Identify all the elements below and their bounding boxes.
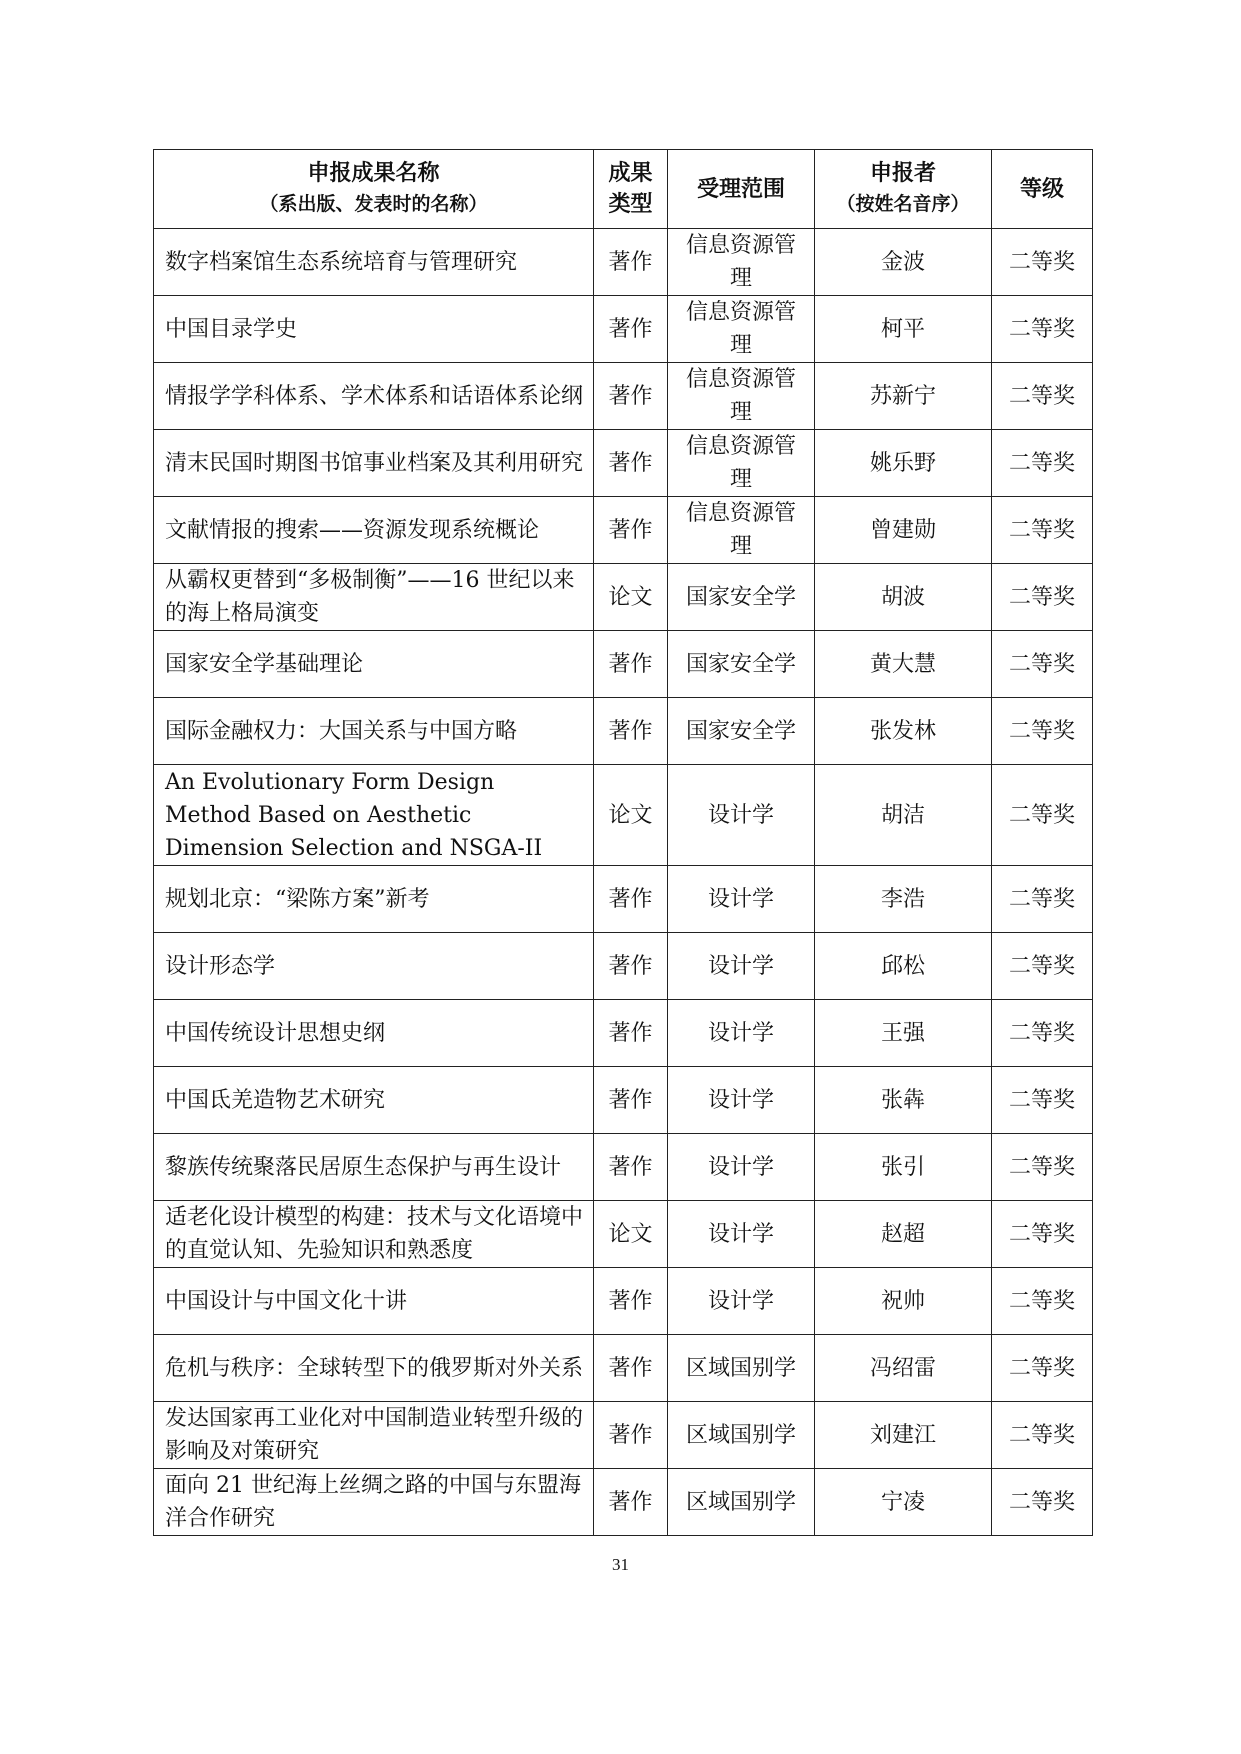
cell-applicant: 王强 — [815, 1000, 992, 1067]
cell-title: 文献情报的搜索——资源发现系统概论 — [154, 497, 594, 564]
cell-grade: 二等奖 — [992, 296, 1093, 363]
cell-applicant: 祝帅 — [815, 1268, 992, 1335]
cell-grade: 二等奖 — [992, 229, 1093, 296]
cell-grade: 二等奖 — [992, 765, 1093, 866]
cell-grade: 二等奖 — [992, 1000, 1093, 1067]
cell-title: 情报学学科体系、学术体系和话语体系论纲 — [154, 363, 594, 430]
table-row — [154, 1469, 1093, 1536]
cell-title: 面向 21 世纪海上丝绸之路的中国与东盟海洋合作研究 — [154, 1469, 594, 1536]
cell-type: 著作 — [594, 497, 668, 564]
cell-applicant: 金波 — [815, 229, 992, 296]
header-title-sub: （系出版、发表时的名称） — [259, 193, 488, 215]
cell-grade: 二等奖 — [992, 1469, 1093, 1536]
cell-scope: 设计学 — [668, 1201, 815, 1268]
table-row — [154, 1402, 1093, 1469]
cell-applicant: 张发林 — [815, 698, 992, 765]
cell-type: 论文 — [594, 1201, 668, 1268]
table-row — [154, 1268, 1093, 1335]
cell-grade: 二等奖 — [992, 1067, 1093, 1134]
cell-scope: 国家安全学 — [668, 564, 815, 631]
cell-grade: 二等奖 — [992, 1134, 1093, 1201]
cell-grade: 二等奖 — [992, 1268, 1093, 1335]
table-row — [154, 229, 1093, 296]
cell-applicant: 赵超 — [815, 1201, 992, 1268]
cell-grade: 二等奖 — [992, 698, 1093, 765]
cell-title: 规划北京：“梁陈方案”新考 — [154, 866, 594, 933]
header-title-main: 申报成果名称 — [307, 160, 440, 186]
cell-title: 数字档案馆生态系统培育与管理研究 — [154, 229, 594, 296]
cell-type: 著作 — [594, 1134, 668, 1201]
cell-applicant: 曾建勋 — [815, 497, 992, 564]
cell-title: 危机与秩序：全球转型下的俄罗斯对外关系 — [154, 1335, 594, 1402]
cell-type: 著作 — [594, 229, 668, 296]
table-row — [154, 631, 1093, 698]
table-row — [154, 1134, 1093, 1201]
table-row — [154, 1201, 1093, 1268]
cell-title: 中国传统设计思想史纲 — [154, 1000, 594, 1067]
cell-scope: 国家安全学 — [668, 631, 815, 698]
cell-scope: 信息资源管理 — [668, 430, 815, 497]
cell-grade: 二等奖 — [992, 1402, 1093, 1469]
cell-type: 论文 — [594, 765, 668, 866]
awards-table — [153, 149, 1093, 1536]
page-number: 31 — [612, 1555, 629, 1574]
table-row — [154, 564, 1093, 631]
cell-grade: 二等奖 — [992, 430, 1093, 497]
cell-applicant: 刘建江 — [815, 1402, 992, 1469]
cell-applicant: 邱松 — [815, 933, 992, 1000]
cell-grade: 二等奖 — [992, 497, 1093, 564]
header-applicant-main: 申报者 — [869, 160, 936, 186]
cell-title: 发达国家再工业化对中国制造业转型升级的影响及对策研究 — [154, 1402, 594, 1469]
cell-title: 国际金融权力：大国关系与中国方略 — [154, 698, 594, 765]
table-row — [154, 1335, 1093, 1402]
cell-type: 著作 — [594, 363, 668, 430]
cell-grade: 二等奖 — [992, 866, 1093, 933]
cell-scope: 国家安全学 — [668, 698, 815, 765]
cell-grade: 二等奖 — [992, 631, 1093, 698]
cell-type: 著作 — [594, 698, 668, 765]
cell-title: 中国目录学史 — [154, 296, 594, 363]
header-row — [154, 150, 1093, 229]
cell-scope: 信息资源管理 — [668, 296, 815, 363]
table-row — [154, 933, 1093, 1000]
cell-title: 黎族传统聚落民居原生态保护与再生设计 — [154, 1134, 594, 1201]
cell-grade: 二等奖 — [992, 933, 1093, 1000]
cell-type: 著作 — [594, 866, 668, 933]
header-title — [154, 150, 594, 229]
cell-applicant: 李浩 — [815, 866, 992, 933]
cell-title: 国家安全学基础理论 — [154, 631, 594, 698]
cell-applicant: 胡波 — [815, 564, 992, 631]
header-type: 成果类型 — [594, 150, 668, 229]
table-row — [154, 363, 1093, 430]
cell-scope: 设计学 — [668, 866, 815, 933]
cell-type: 著作 — [594, 1335, 668, 1402]
cell-applicant: 黄大慧 — [815, 631, 992, 698]
cell-scope: 信息资源管理 — [668, 229, 815, 296]
cell-title: 从霸权更替到“多极制衡”——16 世纪以来的海上格局演变 — [154, 564, 594, 631]
table-row — [154, 296, 1093, 363]
cell-grade: 二等奖 — [992, 363, 1093, 430]
cell-scope: 设计学 — [668, 1067, 815, 1134]
cell-scope: 区域国别学 — [668, 1402, 815, 1469]
cell-grade: 二等奖 — [992, 1201, 1093, 1268]
table-row — [154, 1067, 1093, 1134]
cell-type: 论文 — [594, 564, 668, 631]
cell-type: 著作 — [594, 1402, 668, 1469]
cell-title: 设计形态学 — [154, 933, 594, 1000]
cell-type: 著作 — [594, 430, 668, 497]
cell-scope: 设计学 — [668, 765, 815, 866]
header-grade: 等级 — [992, 150, 1093, 229]
cell-title: An Evolutionary Form Design Method Based on Aesthetic Dimension Selection and NSGA-II — [154, 765, 594, 866]
cell-scope: 设计学 — [668, 933, 815, 1000]
cell-scope: 信息资源管理 — [668, 497, 815, 564]
cell-applicant: 张引 — [815, 1134, 992, 1201]
cell-type: 著作 — [594, 1067, 668, 1134]
cell-grade: 二等奖 — [992, 1335, 1093, 1402]
cell-scope: 区域国别学 — [668, 1335, 815, 1402]
cell-title: 清末民国时期图书馆事业档案及其利用研究 — [154, 430, 594, 497]
cell-type: 著作 — [594, 296, 668, 363]
table-row — [154, 866, 1093, 933]
cell-scope: 区域国别学 — [668, 1469, 815, 1536]
table-row — [154, 1000, 1093, 1067]
cell-type: 著作 — [594, 1000, 668, 1067]
cell-title: 中国氐羌造物艺术研究 — [154, 1067, 594, 1134]
cell-applicant: 张犇 — [815, 1067, 992, 1134]
cell-title: 适老化设计模型的构建：技术与文化语境中的直觉认知、先验知识和熟悉度 — [154, 1201, 594, 1268]
table-row — [154, 497, 1093, 564]
cell-scope: 设计学 — [668, 1000, 815, 1067]
cell-applicant: 柯平 — [815, 296, 992, 363]
table-row — [154, 765, 1093, 866]
header-scope: 受理范围 — [668, 150, 815, 229]
cell-grade: 二等奖 — [992, 564, 1093, 631]
cell-type: 著作 — [594, 1268, 668, 1335]
cell-title: 中国设计与中国文化十讲 — [154, 1268, 594, 1335]
cell-applicant: 冯绍雷 — [815, 1335, 992, 1402]
cell-scope: 设计学 — [668, 1134, 815, 1201]
table-row — [154, 430, 1093, 497]
cell-type: 著作 — [594, 933, 668, 1000]
header-applicant-sub: （按姓名音序） — [836, 193, 970, 215]
cell-scope: 设计学 — [668, 1268, 815, 1335]
cell-applicant: 胡洁 — [815, 765, 992, 866]
header-applicant — [815, 150, 992, 229]
cell-type: 著作 — [594, 1469, 668, 1536]
cell-scope: 信息资源管理 — [668, 363, 815, 430]
cell-type: 著作 — [594, 631, 668, 698]
cell-applicant: 宁凌 — [815, 1469, 992, 1536]
table-row — [154, 698, 1093, 765]
cell-applicant: 苏新宁 — [815, 363, 992, 430]
cell-applicant: 姚乐野 — [815, 430, 992, 497]
